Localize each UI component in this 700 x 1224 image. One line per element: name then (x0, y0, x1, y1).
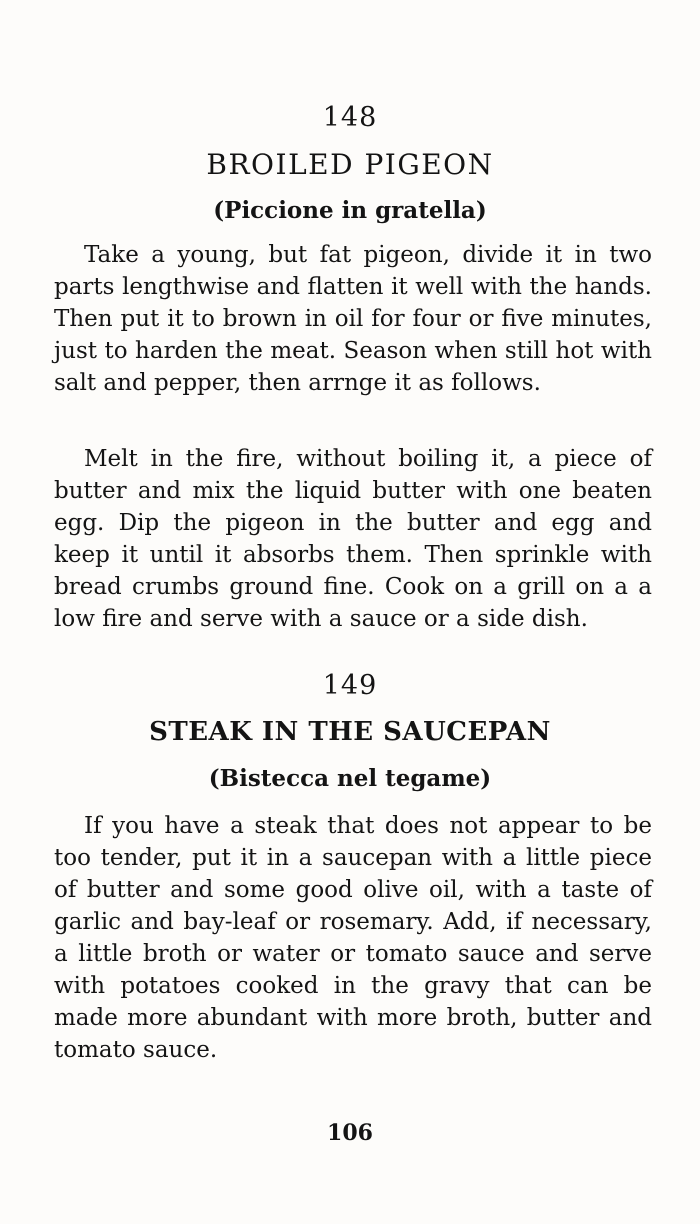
recipe-subtitle-bistecca: (Bistecca nel tegame) (208, 765, 492, 792)
recipe-148-paragraph-2: Melt in the fire, without boiling it, a piece of butter and mix the liquid butter with one beaten egg. Dip the pigeon in the butter and egg and keep it until it absorbs them. Then sprinkle with bread crumbs ground fine. Cook on a grill on a a low fire and serve with a sauce or a side dish. (54, 446, 652, 632)
recipe-subtitle-piccione: (Piccione in gratella) (213, 197, 487, 224)
page-number: 106 (327, 1120, 373, 1146)
recipe-149-paragraph-1: If you have a steak that does not appear to be too tender, put it in a saucepan with a little piece of butter and some good olive oil, with a taste of garlic and bay-leaf or rosemary. Add, if necessary, a little broth or water or tomato sauce and serve with potatoes cooked in the gravy that can be made more abundant with more broth, butter and tomato sauce. (54, 813, 652, 1063)
recipe-number-148: 148 (322, 102, 378, 133)
recipe-number-149: 149 (322, 670, 378, 701)
recipe-148-paragraph-1: Take a young, but fat pigeon, divide it in two parts lengthwise and flatten it well with the hands. Then put it to brown in oil for four or five minutes, just to harden the meat. Season when still hot with salt and pepper, then arrnge it as follows. (54, 242, 652, 396)
recipe-title-steak-in-the-saucepan: STEAK IN THE SAUCEPAN (149, 717, 551, 747)
recipe-title-broiled-pigeon: BROILED PIGEON (206, 148, 494, 181)
